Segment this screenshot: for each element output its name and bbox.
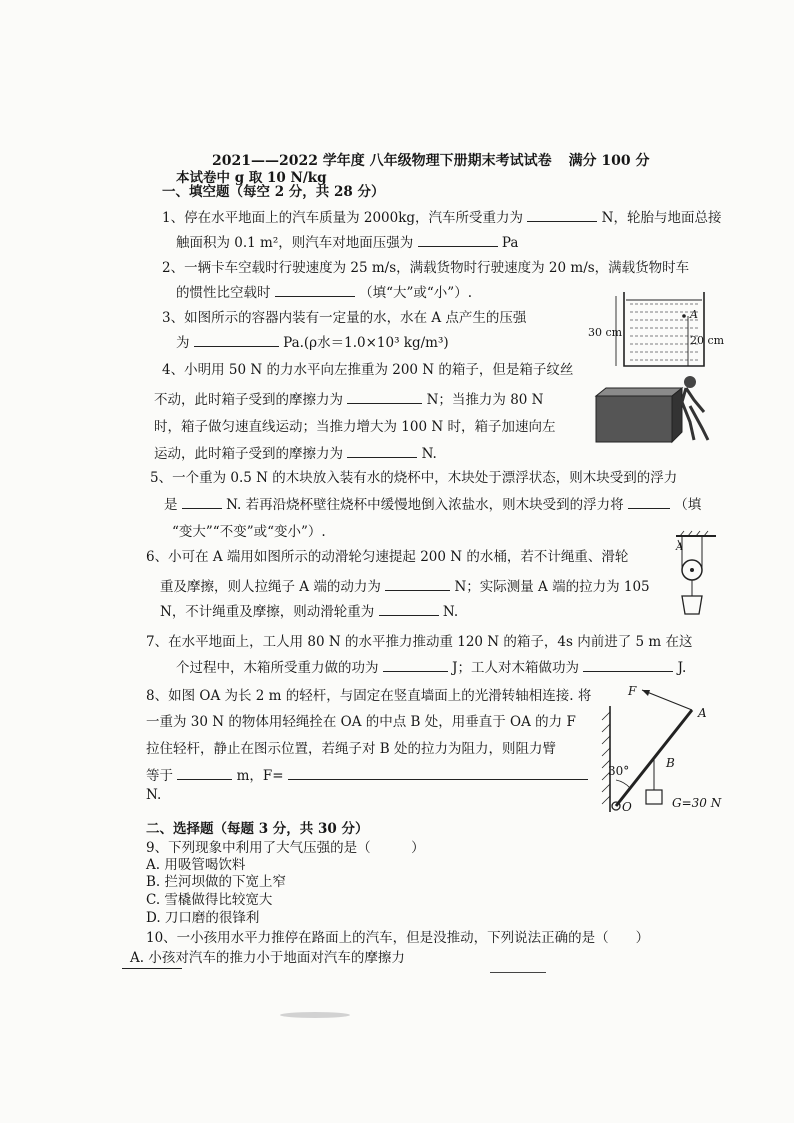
lever-label-angle: 30° [608,764,630,778]
answer-blank-q5-change[interactable] [628,494,670,509]
q4-text-c: 运动，此时箱子受到的摩擦力为 [154,446,343,462]
answer-blank-q1-gravity[interactable] [527,207,597,222]
lever-figure [596,680,746,820]
answer-blank-q8-force[interactable] [288,765,588,780]
q6-text-b: N；实际测量 A 端的拉力为 105 [454,579,650,595]
bottom-scan-mark [122,968,182,969]
question-5-line-1: 5、一个重为 0.5 N 的木块放入装有水的烧杯中，木块处于漂浮状态，则木块受到的浮力 [150,470,678,486]
q1-text-c: 触面积为 0.1 m²，则汽车对地面压强为 [176,235,414,251]
question-10-option-a[interactable]: A. 小孩对汽车的推力小于地面对汽车的摩擦力 [130,950,405,966]
exam-note: 本试卷中 g 取 10 N/kg [176,170,327,186]
question-4-line-4 [154,442,437,462]
answer-blank-q4-friction-1[interactable] [347,389,422,404]
question-9-option-b[interactable]: B. 拦河坝做的下宽上窄 [146,874,287,890]
pushing-box-figure [590,366,710,446]
exam-title-text: 2021——2022 学年度 八年级物理下册期末考试试卷 [212,153,552,169]
exam-total-score: 满分 100 分 [568,153,650,169]
q7-text-a: 个过程中，木箱所受重力做的功为 [176,660,379,676]
q6-text-c: N，不计绳重及摩擦，则动滑轮重为 [160,604,375,620]
lever-label-f: F [628,684,637,698]
q4-text-b: N；当推力为 80 N [426,392,544,408]
question-9-option-c[interactable]: C. 雪橇做得比较宽大 [146,892,273,908]
question-2-line-1: 2、一辆卡车空载时行驶速度为 25 m/s，满载货物时行驶速度为 20 m/s，满载货物时车 [162,260,690,276]
q6-text-a: 重及摩擦，则人拉绳子 A 端的动力为 [160,579,381,595]
answer-blank-q6-force[interactable] [385,576,450,591]
question-8-line-5: N. [146,787,162,803]
q2-text-b: （填“大”或“小”）. [359,285,472,301]
q5-text-a: 是 [164,497,178,513]
bottom-scan-smudge [280,1012,350,1018]
answer-blank-q3-pressure[interactable] [194,332,279,347]
question-4-line-1: 4、小明用 50 N 的力水平向左推重为 200 N 的箱子，但是箱子纹丝 [162,362,574,378]
container-label-right: 20 cm [690,334,725,347]
question-9-option-d[interactable]: D. 刀口磨的很锋利 [146,910,260,926]
answer-blank-q6-pulley-weight[interactable] [379,601,439,616]
answer-blank-q4-friction-2[interactable] [347,443,417,458]
question-7-line-1: 7、在水平地面上，工人用 80 N 的水平推力推动重 120 N 的箱子，4s 内前进了 5 m 在这 [146,634,693,650]
question-6-line-3 [160,600,458,620]
question-9-option-a[interactable]: A. 用吸管喝饮料 [146,857,246,873]
question-10: 10、一小孩用水平力推停在路面上的汽车，但是没推动，下列说法正确的是（ ） [146,930,650,946]
q1-text-d: Pa [501,235,519,251]
lever-label-a: A [698,706,707,720]
q5-text-b: N. 若再沿烧杯壁往烧杯中缓慢地倒入浓盐水，则木块受到的浮力将 [226,497,624,513]
question-6-line-2 [160,575,650,595]
question-8-line-3: 拉住轻杆，静止在图示位置，若绳子对 B 处的拉力为阻力，则阻力臂 [146,741,557,757]
question-8-line-2: 一重为 30 N 的物体用轻绳拴在 OA 的中点 B 处，用垂直于 OA 的力 F [146,714,576,730]
answer-blank-q2-inertia[interactable] [275,282,355,297]
question-4-line-2 [154,388,543,408]
question-2-line-2 [176,281,472,301]
question-6-line-1: 6、小可在 A 端用如图所示的动滑轮匀速提起 200 N 的水桶，若不计绳重、滑轮 [146,549,629,565]
q8-text-b: m，F= [236,768,284,784]
q6-text-d: N. [442,604,459,620]
question-4-line-3: 时，箱子做匀速直线运动；当推力增大为 100 N 时，箱子加速向左 [154,419,556,435]
q8-text-a: 等于 [146,768,173,784]
question-8-line-1: 8、如图 OA 为长 2 m 的轻杆，与固定在竖直墙面上的光滑转轴相连接. 将 [146,688,592,704]
q4-text-d: N. [421,446,437,462]
question-1-line-1 [162,206,721,226]
question-7-line-2 [176,656,686,676]
answer-blank-q7-gravity-work[interactable] [383,657,448,672]
q3-text-b: Pa.(ρ水＝1.0×10³ kg/m³) [283,335,449,351]
q3-text-a: 为 [176,335,190,351]
question-9: 9、下列现象中利用了大气压强的是（ ） [146,840,425,856]
q1-text-a: 1、停在水平地面上的汽车质量为 2000kg，汽车所受重力为 [162,210,524,226]
container-point-a: A [690,308,698,321]
lever-label-o: O [622,800,632,814]
q1-text-b: N，轮胎与地面总接 [601,210,722,226]
answer-blank-q1-pressure[interactable] [418,232,498,247]
section2-heading: 二、选择题（每题 3 分，共 30 分） [146,821,369,837]
question-5-line-2 [164,493,701,513]
section1-heading: 一、填空题（每空 2 分，共 28 分） [162,184,385,200]
q2-text-a: 的惯性比空载时 [176,285,271,301]
q4-text-a: 不动，此时箱子受到的摩擦力为 [154,392,343,408]
pulley-label-a: A [676,542,684,553]
question-5-line-3: “变大”“不变”或“变小”）. [172,524,326,540]
q7-text-c: J. [677,660,687,676]
bottom-scan-mark-2 [490,972,546,973]
question-3-line-2 [176,331,449,351]
question-3-line-1: 3、如图所示的容器内装有一定量的水，水在 A 点产生的压强 [162,310,527,326]
question-1-line-2 [176,231,518,251]
lever-label-weight: G=30 N [672,796,722,810]
lever-label-b: B [666,756,675,770]
q7-text-b: J；工人对木箱做功为 [452,660,580,676]
answer-blank-q8-arm[interactable] [177,765,232,780]
answer-blank-q5-buoyancy[interactable] [182,494,222,509]
answer-blank-q7-worker-work[interactable] [583,657,673,672]
q5-text-c: （填 [674,497,702,513]
question-8-line-4 [146,764,588,784]
container-label-left: 30 cm [588,326,623,339]
